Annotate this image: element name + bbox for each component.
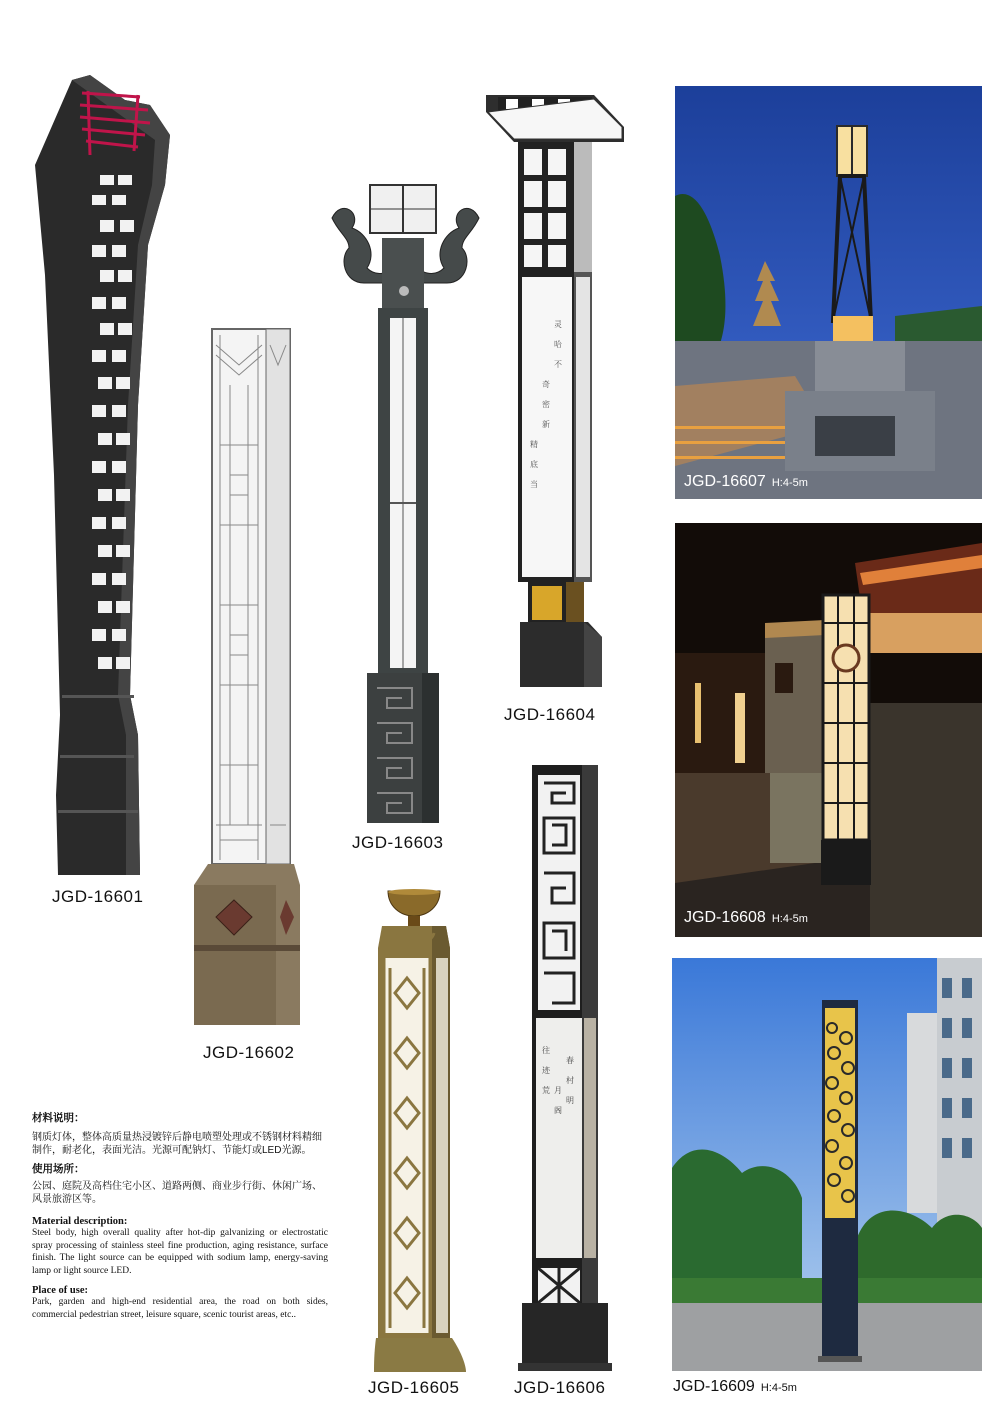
svg-text:底: 底	[530, 460, 538, 469]
photo-16609-caption	[673, 1378, 797, 1396]
svg-text:明: 明	[566, 1096, 574, 1105]
use-text-cn: 公园、庭院及高档住宅小区、道路两侧、商业步行街、休闲广场、风景旅游区等。	[32, 1181, 322, 1205]
lamp-16603-image	[322, 183, 490, 825]
photo-16608	[675, 523, 982, 937]
svg-text:精: 精	[530, 440, 538, 449]
svg-text:往: 往	[542, 1046, 550, 1055]
lamp-16604-image	[484, 87, 626, 695]
use-text-en: Park, garden and high-end residential area, the road on both sides, commercial pedestrian street, leisure square, scenic tourist areas, etc..	[32, 1297, 328, 1320]
material-title-cn: 材料说明：	[32, 1112, 85, 1124]
use-title-cn: 使用场所：	[32, 1163, 85, 1175]
description-block	[32, 1106, 328, 1322]
lamp-16605-image	[374, 888, 470, 1376]
photo-16609	[672, 958, 982, 1371]
svg-text:荒: 荒	[542, 1086, 550, 1095]
svg-text:密: 密	[542, 400, 550, 409]
photo-16607-height: H:4-5m	[771, 477, 808, 489]
lamp-16604-code: JGD-16604	[504, 705, 596, 724]
material-text-en: Steel body, high overall quality after hot-dip galvanizing or electrostatic spray processing of stainless steel fine production, aging resistance, surface finish. The light source can be equipped with sodium lamp, energy-saving lamp or light source LED.	[32, 1228, 328, 1276]
photo-16609-height: H:4-5m	[760, 1382, 797, 1394]
photo-16608-height: H:4-5m	[771, 913, 808, 925]
photo-16609-code: JGD-16609	[673, 1378, 755, 1395]
lamp-16602-code: JGD-16602	[203, 1043, 295, 1062]
lamp-16601-code: JGD-16601	[52, 887, 144, 906]
lamp-16601-image	[30, 75, 180, 880]
lamp-16602-image	[190, 325, 310, 1030]
lamp-16605-code: JGD-16605	[368, 1378, 460, 1397]
svg-text:阁: 阁	[554, 1106, 562, 1115]
svg-text:哈: 哈	[554, 340, 562, 349]
photo-16608-code: JGD-16608	[684, 909, 766, 926]
use-title-en: Place of use:	[32, 1285, 88, 1297]
svg-text:当: 当	[530, 480, 538, 489]
svg-text:村: 村	[566, 1076, 574, 1085]
material-text-cn: 钢质灯体，整体高质量热浸镀锌后静电喷塑处理或不锈钢材料精细制作，耐老化，表面光洁。光源可配钠灯、节能灯或LED光源。	[32, 1132, 322, 1156]
svg-text:奇: 奇	[542, 380, 550, 389]
svg-text:月: 月	[554, 1086, 562, 1095]
svg-text:春: 春	[566, 1056, 574, 1065]
photo-16608-caption	[684, 909, 808, 927]
svg-text:新: 新	[542, 420, 550, 429]
photo-16607-code: JGD-16607	[684, 473, 766, 490]
svg-text:不: 不	[554, 360, 562, 369]
photo-16607	[675, 86, 982, 499]
material-title-en: Material description:	[32, 1216, 128, 1227]
lamp-16606-image	[516, 763, 616, 1375]
svg-text:灵: 灵	[554, 320, 562, 329]
lamp-16603-code: JGD-16603	[352, 833, 444, 852]
photo-16607-caption	[684, 473, 808, 491]
lamp-16606-code: JGD-16606	[514, 1378, 606, 1397]
svg-text:迹: 迹	[542, 1066, 550, 1075]
